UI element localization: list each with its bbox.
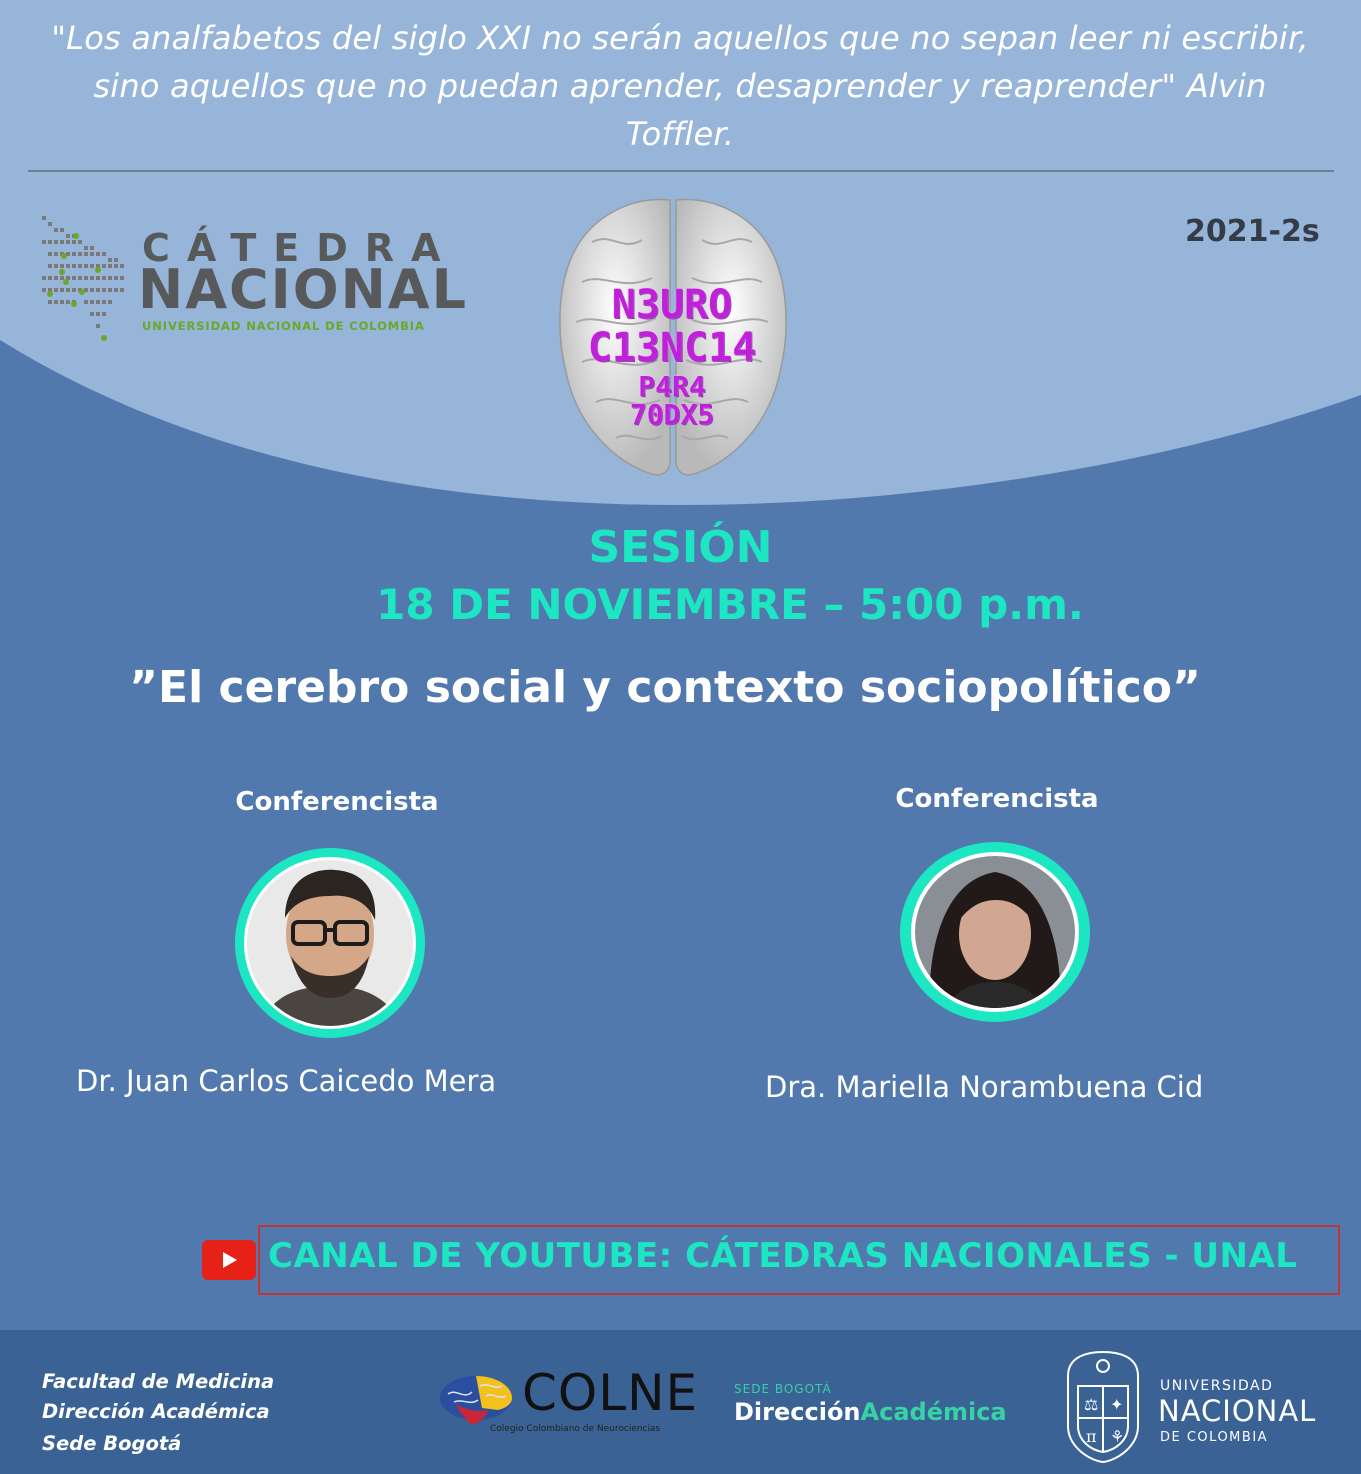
svg-text:⚘: ⚘ (1110, 1427, 1125, 1446)
colne-brain-logo (436, 1370, 516, 1430)
faculty-line: Sede Bogotá (42, 1432, 182, 1455)
svg-text:✦: ✦ (1110, 1395, 1124, 1414)
faculty-line: Facultad de Medicina (42, 1370, 275, 1393)
brain-line-2: C13NC14 (587, 325, 757, 371)
session-date: 18 DE NOVIEMBRE – 5:00 p.m. (376, 580, 1084, 629)
speaker-1-name: Dr. Juan Carlos Caicedo Mera (76, 1064, 497, 1098)
speaker-2-role: Conferencista (895, 784, 1099, 814)
brand-university: UNIVERSIDAD NACIONAL DE COLOMBIA (142, 319, 425, 333)
speaker-1-role: Conferencista (235, 787, 439, 817)
unal-universidad: UNIVERSIDAD (1160, 1378, 1274, 1394)
brand-nacional: NACIONAL (138, 258, 469, 321)
brain-line-1: N3URO (611, 282, 733, 328)
direccion-part: Dirección (734, 1398, 861, 1426)
svg-text:π: π (1086, 1427, 1097, 1446)
unal-shield-icon (1058, 1346, 1148, 1466)
term-label: 2021-2s (1185, 214, 1320, 249)
speaker-2-name: Dra. Mariella Norambuena Cid (765, 1070, 1204, 1104)
colne-name: COLNE (522, 1364, 699, 1422)
brain-line-4: 70DX5 (629, 398, 715, 431)
brain-line-3: P4R4 (638, 370, 706, 403)
session-label: SESIÓN (588, 522, 773, 573)
svg-text:⚖: ⚖ (1084, 1395, 1099, 1414)
colne-subtitle: Colegio Colombiano de Neurociencias (490, 1424, 661, 1434)
sede-bogota-label: SEDE BOGOTÁ (734, 1382, 832, 1396)
quote-text: "Los analfabetos del siglo XXI no serán aquellos que no sepan leer ni escribir, sino aquellos que no puedan aprender, desaprender y reaprender" Alvin Toffler. (51, 19, 1309, 153)
youtube-channel-link[interactable]: CANAL DE YOUTUBE: CÁTEDRAS NACIONALES - UNAL (268, 1236, 1298, 1276)
speaker-1-avatar (235, 848, 425, 1038)
speaker-2-avatar (900, 842, 1090, 1022)
header-divider (28, 170, 1334, 172)
session-title: ”El cerebro social y contexto sociopolítico” (129, 662, 1201, 713)
unal-nacional: NACIONAL (1158, 1394, 1317, 1428)
direccion-academica-logo (734, 1398, 1007, 1426)
brand-catedra: CÁTEDRA (142, 226, 458, 270)
unal-de-colombia: DE COLOMBIA (1160, 1430, 1269, 1445)
faculty-line: Dirección Académica (42, 1400, 270, 1423)
academica-part: Académica (860, 1398, 1007, 1426)
youtube-play-icon[interactable] (202, 1240, 256, 1280)
